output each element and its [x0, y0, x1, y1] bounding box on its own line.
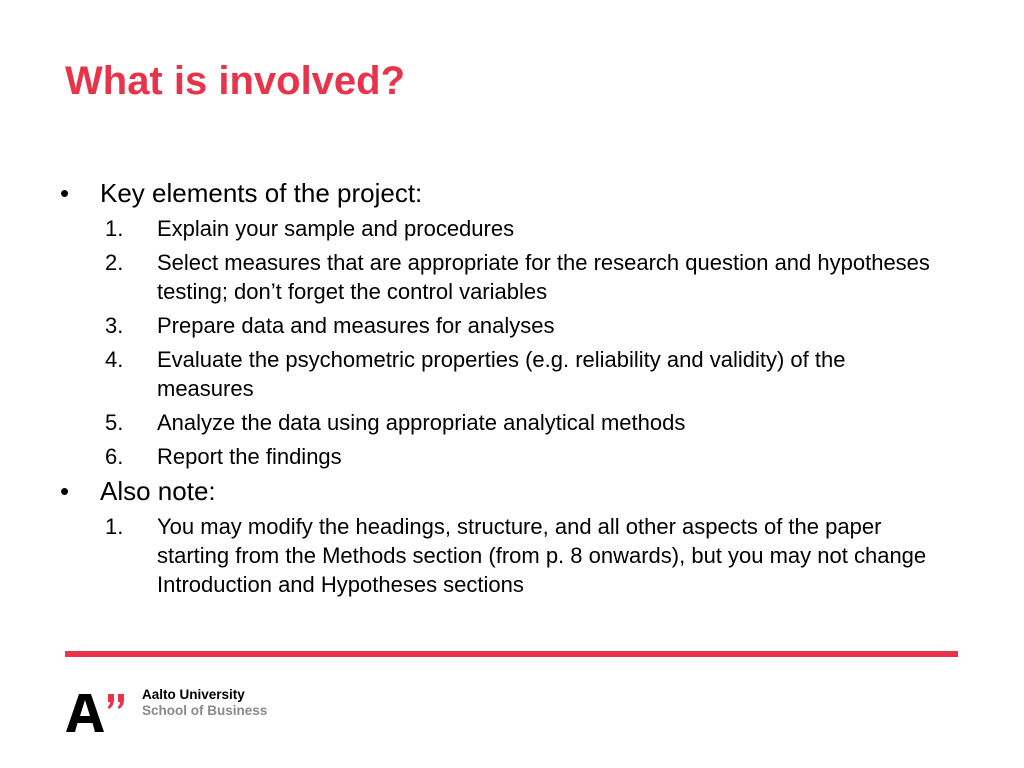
- item-text: Explain your sample and procedures: [157, 216, 515, 241]
- bullet-text: Also note:: [100, 476, 216, 506]
- logo-wordmark: [142, 687, 267, 719]
- item-number: 5.: [105, 410, 124, 435]
- list-item: [60, 512, 947, 599]
- item-number: 6.: [105, 444, 124, 469]
- item-text: Analyze the data using appropriate analytical methods: [157, 410, 686, 435]
- footer-divider: [65, 651, 958, 657]
- list-item: [60, 248, 947, 306]
- bullet-marker: •: [60, 476, 70, 506]
- slide-title: What is involved?: [65, 59, 406, 103]
- item-number: 1.: [105, 216, 124, 241]
- bullet-heading-key-elements: [60, 178, 960, 208]
- item-number: 3.: [105, 313, 124, 338]
- logo-school-name: School of Business: [142, 703, 268, 718]
- item-number: 4.: [105, 347, 124, 372]
- list-item: [60, 345, 947, 403]
- logo-university-name: Aalto University: [142, 687, 245, 702]
- list-item: [60, 408, 947, 437]
- list-item: [60, 214, 947, 243]
- item-number: 2.: [105, 250, 124, 275]
- item-text: Select measures that are appropriate for the research question and hypotheses testing; don’t forget the control variables: [157, 250, 930, 304]
- key-elements-list: [60, 214, 960, 471]
- bullet-text: Key elements of the project:: [100, 178, 423, 208]
- item-text: Report the findings: [157, 444, 342, 469]
- also-note-list: [60, 512, 960, 599]
- list-item: [60, 442, 947, 471]
- bullet-marker: •: [60, 178, 70, 208]
- item-text: Prepare data and measures for analyses: [157, 313, 555, 338]
- item-text: Evaluate the psychometric properties (e.g. reliability and validity) of the measures: [157, 347, 846, 401]
- list-item: [60, 311, 947, 340]
- item-text: You may modify the headings, structure, and all other aspects of the paper starting from the Methods section (from p. 8 onwards), but you may not change Introduction and Hypotheses sections: [157, 514, 927, 597]
- aalto-logo-mark-icon: [66, 686, 132, 734]
- bullet-heading-also-note: [60, 476, 960, 506]
- item-number: 1.: [105, 514, 124, 539]
- slide-content: [60, 178, 960, 604]
